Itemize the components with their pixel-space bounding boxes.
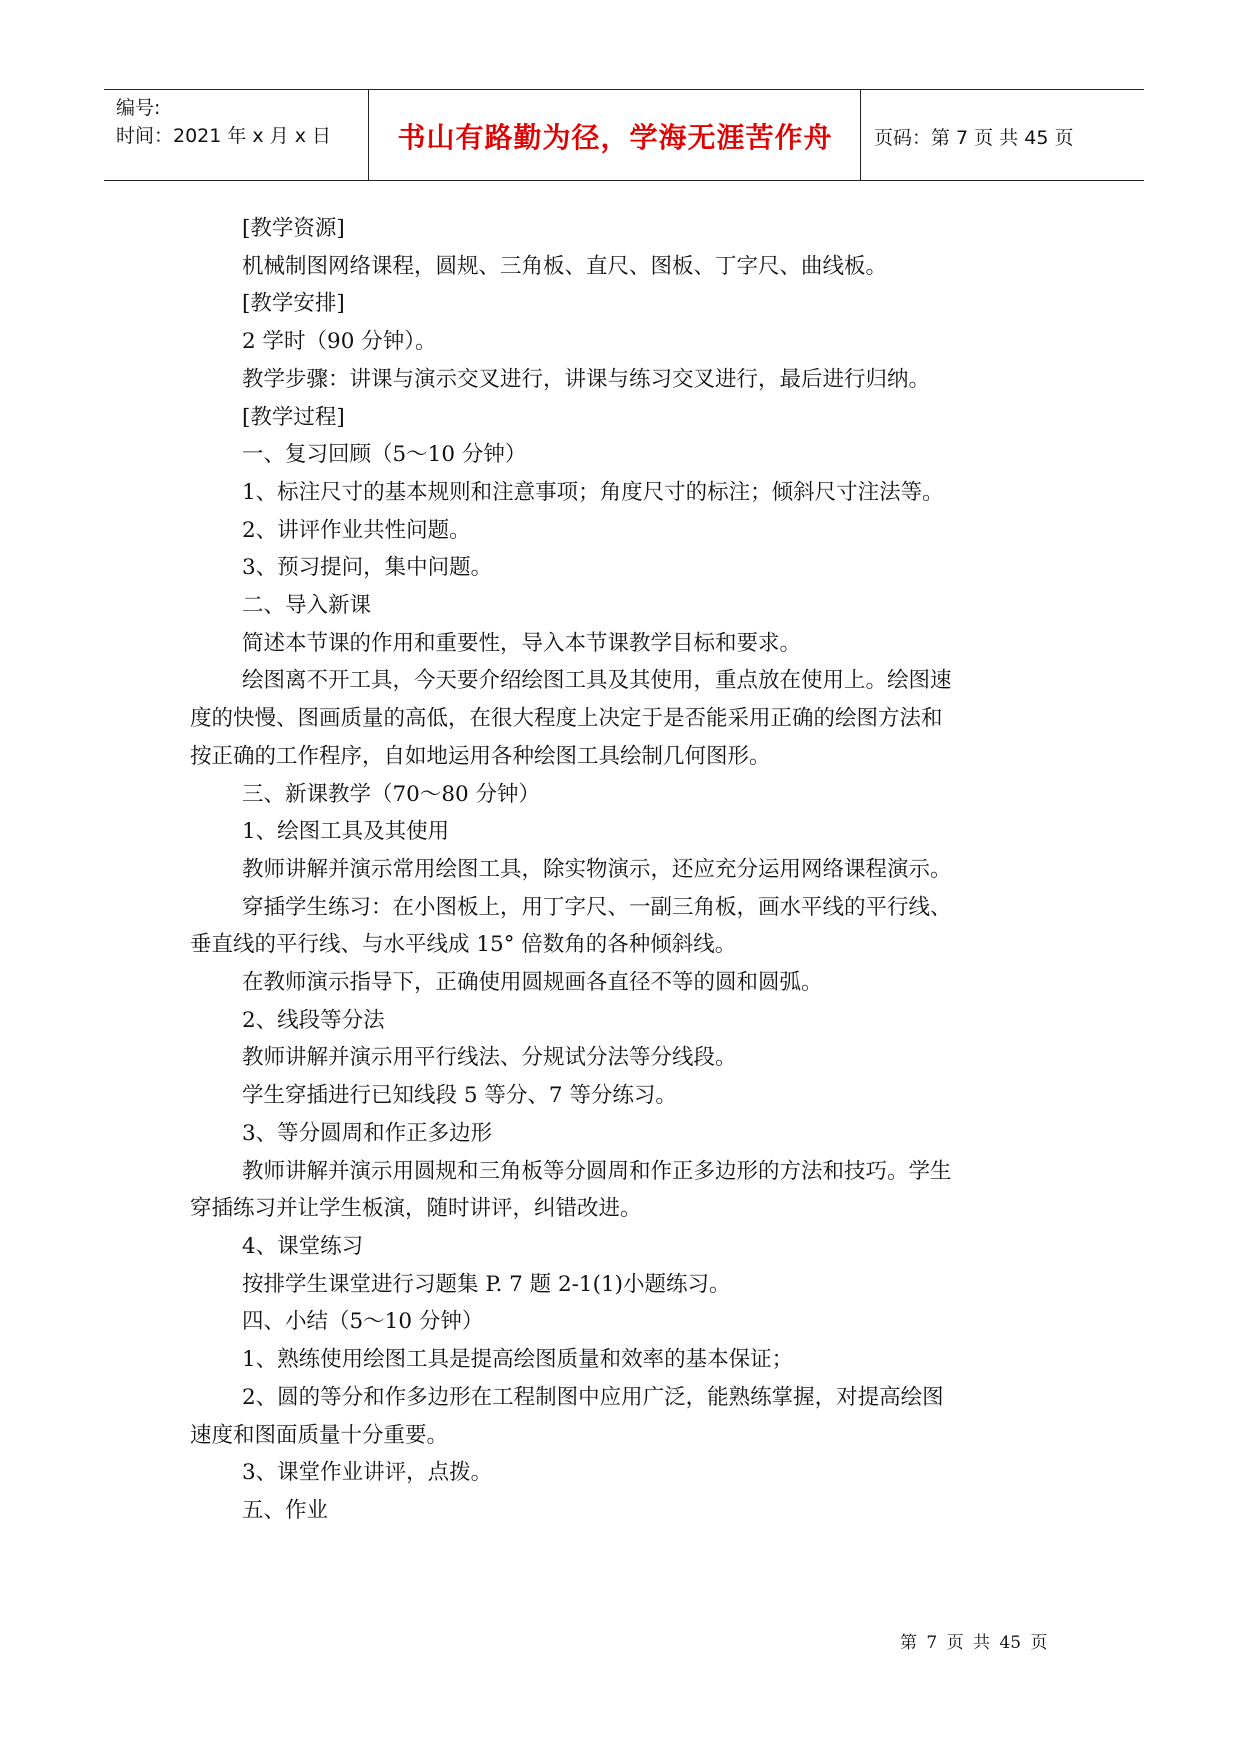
paragraph-line: 教师讲解并演示用圆规和三角板等分圆周和作正多边形的方法和技巧。学生 <box>242 1158 952 1184</box>
paragraph-line: 在教师演示指导下，正确使用圆规画各直径不等的圆和圆弧。 <box>242 970 823 996</box>
paragraph-line: 按正确的工作程序，自如地运用各种绘图工具绘制几何图形。 <box>190 743 771 769</box>
paragraph-line: 1、绘图工具及其使用 <box>242 819 450 845</box>
paragraph-line: 二、导入新课 <box>242 593 372 619</box>
paragraph-line: 机械制图网络课程，圆规、三角板、直尺、图板、丁字尺、曲线板。 <box>242 253 888 279</box>
paragraph-line: 简述本节课的作用和重要性，导入本节课教学目标和要求。 <box>242 630 802 656</box>
document-time-label: 时间：2021 年 x 月 x 日 <box>116 125 332 147</box>
paragraph-line: 三、新课教学（70～80 分钟） <box>242 781 541 807</box>
paragraph-line: 速度和图面质量十分重要。 <box>190 1422 449 1448</box>
paragraph-line: 3、等分圆周和作正多边形 <box>242 1120 493 1146</box>
header-divider <box>368 90 369 180</box>
header-meta <box>116 94 356 150</box>
paragraph-line: 四、小结（5～10 分钟） <box>242 1309 484 1335</box>
paragraph-line: 1、标注尺寸的基本规则和注意事项；角度尺寸的标注；倾斜尺寸注法等。 <box>242 479 944 505</box>
paragraph-line: 4、课堂练习 <box>242 1233 364 1259</box>
paragraph-line: 穿插练习并让学生板演，随时讲评，纠错改进。 <box>190 1196 642 1222</box>
paragraph-line: 按排学生课堂进行习题集 P. 7 题 2-1(1)小题练习。 <box>242 1271 731 1297</box>
paragraph-line: 2、讲评作业共性问题。 <box>242 517 471 543</box>
paragraph-line: 2 学时（90 分钟）。 <box>242 329 437 355</box>
paragraph-line: 绘图离不开工具，今天要介绍绘图工具及其使用，重点放在使用上。绘图速 <box>242 668 952 694</box>
page-header <box>104 89 1144 181</box>
header-divider <box>860 90 861 180</box>
paragraph-line: 教学步骤：讲课与演示交叉进行，讲课与练习交叉进行，最后进行归纳。 <box>242 366 931 392</box>
page-footer: 第 7 页 共 45 页 <box>900 1633 1048 1653</box>
paragraph-line: 2、圆的等分和作多边形在工程制图中应用广泛，能熟练掌握，对提高绘图 <box>242 1384 944 1410</box>
paragraph-line: 穿插学生练习：在小图板上，用丁字尺、一副三角板，画水平线的平行线、 <box>242 894 952 920</box>
paragraph-line: 五、作业 <box>242 1497 329 1523</box>
paragraph-line: 学生穿插进行已知线段 5 等分、7 等分练习。 <box>242 1083 677 1109</box>
paragraph-line: 一、复习回顾（5～10 分钟） <box>242 442 527 468</box>
paragraph-line: [教学过程] <box>242 404 345 430</box>
paragraph-line: 垂直线的平行线、与水平线成 15° 倍数角的各种倾斜线。 <box>190 932 737 958</box>
paragraph-line: 3、课堂作业讲评，点拨。 <box>242 1460 493 1486</box>
paragraph-line: 教师讲解并演示用平行线法、分规试分法等分线段。 <box>242 1045 737 1071</box>
paragraph-line: 度的快慢、图画质量的高低，在很大程度上决定于是否能采用正确的绘图方法和 <box>190 706 943 732</box>
paragraph-line: [教学安排] <box>242 291 345 317</box>
paragraph-line: [教学资源] <box>242 216 345 241</box>
header-page-number: 页码：第 7 页 共 45 页 <box>874 127 1074 149</box>
header-motto: 书山有路勤为径，学海无涯苦作舟 <box>397 121 833 154</box>
paragraph-line: 教师讲解并演示常用绘图工具，除实物演示，还应充分运用网络课程演示。 <box>242 856 952 882</box>
paragraph-line: 3、预习提问，集中问题。 <box>242 555 493 581</box>
paragraph-line: 1、熟练使用绘图工具是提高绘图质量和效率的基本保证； <box>242 1347 794 1373</box>
paragraph-line: 2、线段等分法 <box>242 1007 385 1033</box>
document-body <box>190 210 1090 1530</box>
document-number-label: 编号: <box>116 97 161 119</box>
